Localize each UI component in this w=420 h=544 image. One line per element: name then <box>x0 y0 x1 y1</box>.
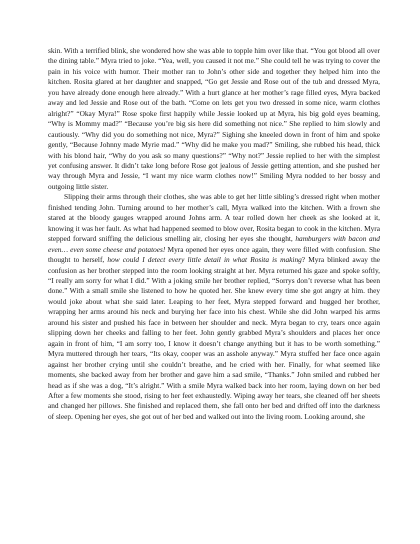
text-run: Slipping their arms through their clothes, she was able to get her little sibling’s dressed right when mother finished tending John. Turning around to her mother’s call, Myra walked into the kitchen. With a frown she stared at the bloody gauges wrapped around Johns arm. A tear rolled down her cheek as she looked at it, knowing it was her fault. As what had happened seemed to blow over, Rosita began to cook in the kitchen. Myra stepped forward sniffing the delicious smelling air, closing her eyes she thought, <box>48 192 380 244</box>
text-run: Myra opened her eyes once again, they were filled with confusion. She thought to herself, <box>48 244 380 265</box>
italic-thought: how could I detect every little detail in what Rosita is making <box>107 255 302 265</box>
italic-thought: hamburgers with bacon and even… even some cheese and potatoes! <box>48 234 380 254</box>
paragraph-1 <box>48 46 380 192</box>
body-text <box>48 46 380 422</box>
paragraph-2 <box>48 192 380 422</box>
text-run: skin. With a terrified blink, she wondered how she was able to topple him over like that. “You got blood all over the dining table.” Myra tried to joke. “Yea, well, you caused it not me.” She could tell he was trying to cover the pain in his voice with humor. Their mother ran to John’s other side and together they helped him into the kitchen. Rosita glared at her daughter and snapped, “Go get Jessie and Rose out of the tub and dressed Myra, you have already done enough here already.” With a hurt glance at her mother’s rage filled eyes, Myra backed away and led Jessie and Rose out of the bath. “Come on lets get you two dressed in some nice, warm clothes alright?” “Okay Myra!” Rose spoke first happily while Jessie looked up at Myra, his big gold eyes beaming, “Why is Mommy mad?” “Because you’re big sis here did something not nice.” She replied to him slowly and cautiously. “Why did you do something not nice, Myra?” Sighing she kneeled down in front of him and spoke gently, “Because Johnny made Myrie mad.” “Why did he make you mad?” Smiling, she rubbed his head, thick with his blond hair, “Why do you ask so many questions?” “Why not?” Jessie replied to her with the simplest yet confusing answer. It didn’t take long before Rose got jealous of Jessie getting attention, and she pushed her way through Myra and Jessie, “I want my nice warm clothes now!” Smiling Myra nodded to her bossy and outgoing little sister. <box>48 46 380 191</box>
text-run: ? Myra blinked away the confusion as her brother stepped into the room looking straight at her. Myra returned his gaze and spoke softly, “I really am sorry for what I did.” With a joking smile her brother replied, “Sorrys don’t reverse what has been done.” With a small smile she listened to how he quoted her. She knew every time she got angry at him. they would joke about what she said later. Leaping to her feet, Myra stepped forward and hugged her brother, wrapping her arms around his neck and burying her face into his chest. While she did John warped his arms around his sister and pushed his face in between her shoulder and neck. Myra began to cry, tears once again slipping down her cheeks and falling to her feet. John gently grabbed Myra’s shoulders and places her once again in front of him, “I am sorry too, I know it doesn’t change anything but it has to be worth something.” Myra muttered through her tears, “Its okay, cooper was an asshole anyway.” Myra stuffed her face once again against her brother crying until she couldn’t breathe, and he cried with her. Finally, for what seemed like moments, she backed away from her brother and gave him a sad smile, “Thanks.” John smiled and rubbed her head as if she was a dog, “It’s alright.” With a smile Myra walked back into her room, laying down on her bed After a few moments she stood, rising to her feet exhaustedly. Wiping away her tears, she cleaned off her sheets and changed her pillows. She finished and replaced them, she fall onto her bed and drifted off into the darkness of sleep. Opening her eyes, she got out of her bed and walked out into the living room. Looking around, she <box>48 255 381 421</box>
